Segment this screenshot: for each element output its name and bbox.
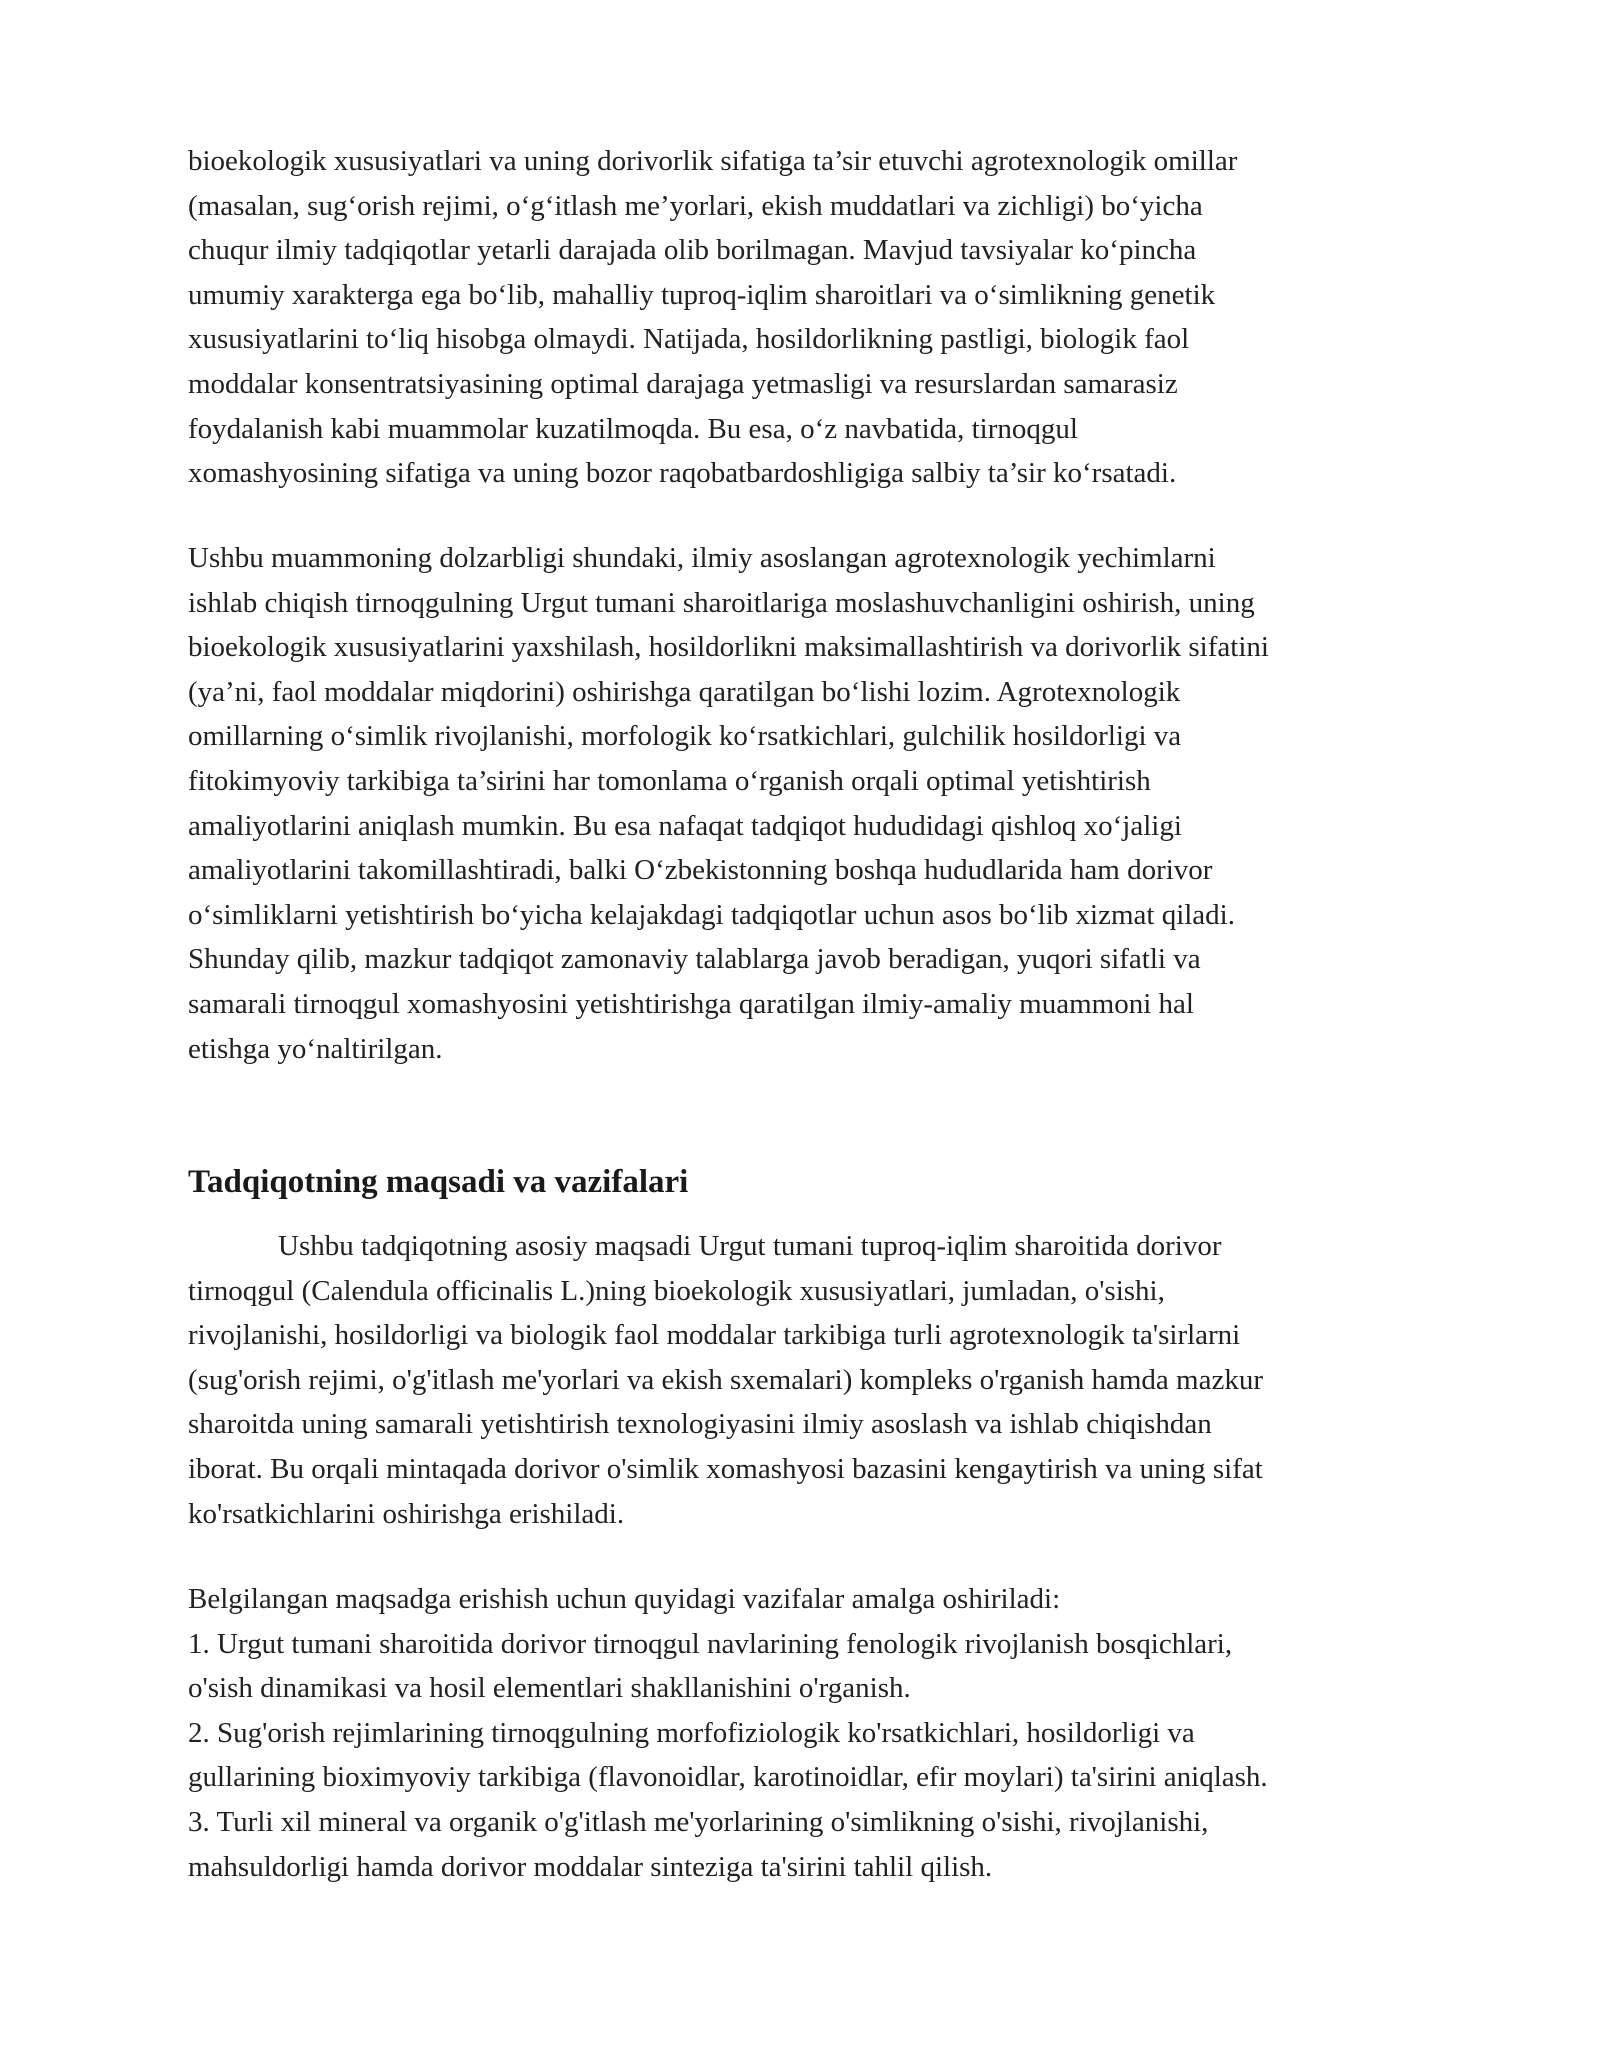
text-line: (sug'orish rejimi, o'g'itlash me'yorlari va ekish sxemalari) kompleks o'rganish hamda mazkur	[188, 1363, 1263, 1396]
paragraph-1	[188, 139, 1438, 496]
text-line: ko'rsatkichlarini oshirishga erishiladi.	[188, 1497, 625, 1530]
text-line: iborat. Bu orqali mintaqada dorivor o'simlik xomashyosi bazasini kengaytirish va uning sifat	[188, 1452, 1263, 1485]
text-line: mahsuldorligi hamda dorivor moddalar sinteziga ta'sirini tahlil qilish.	[188, 1850, 993, 1883]
text-line: gullarining bioximyoviy tarkibiga (flavonoidlar, karotinoidlar, efir moylari) ta'sirini aniqlash.	[188, 1761, 1268, 1794]
paragraph-research-tasks	[188, 1577, 1438, 1889]
text-line: ishlab chiqish tirnoqgulning Urgut tumani sharoitlariga moslashuvchanligini oshirish, uning	[188, 586, 1255, 619]
paragraph-2	[188, 536, 1438, 1071]
text-line: chuqur ilmiy tadqiqotlar yetarli darajada olib borilmagan. Mavjud tavsiyalar ko‘pincha	[188, 234, 1197, 267]
text-line: (ya’ni, faol moddalar miqdorini) oshirishga qaratilgan bo‘lishi lozim. Agrotexnologik	[188, 675, 1181, 708]
text-line: Ushbu tadqiqotning asosiy maqsadi Urgut tumani tuproq-iqlim sharoitida dorivor	[278, 1230, 1222, 1262]
text-line: o‘simliklarni yetishtirish bo‘yicha kelajakdagi tadqiqotlar uchun asos bo‘lib xizmat qiladi.	[188, 898, 1235, 931]
text-line: fitokimyoviy tarkibiga ta’sirini har tomonlama o‘rganish orqali optimal yetishtirish	[188, 764, 1151, 797]
text-line: bioekologik xususiyatlari va uning dorivorlik sifatiga ta’sir etuvchi agrotexnologik omillar	[188, 145, 1238, 177]
text-line: bioekologik xususiyatlarini yaxshilash, hosildorlikni maksimallashtirish va dorivorlik sifatini	[188, 631, 1269, 664]
text-line: omillarning o‘simlik rivojlanishi, morfologik ko‘rsatkichlari, gulchilik hosildorligi va	[188, 720, 1182, 753]
paragraph-4	[188, 1577, 1438, 1889]
text-line: umumiy xarakterga ega bo‘lib, mahalliy tuproq-iqlim sharoitlari va o‘simlikning genetik	[188, 278, 1216, 311]
text-line: amaliyotlarini aniqlash mumkin. Bu esa nafaqat tadqiqot hududidagi qishloq xo‘jaligi	[188, 809, 1182, 842]
section-heading: Tadqiqotning maqsadi va vazifalari	[188, 1164, 689, 1200]
text-line: samarali tirnoqgul xomashyosini yetishtirishga qaratilgan ilmiy-amaliy muammoni hal	[188, 987, 1194, 1020]
text-line: Shunday qilib, mazkur tadqiqot zamonaviy talablarga javob beradigan, yuqori sifatli va	[188, 943, 1201, 976]
text-line: xususiyatlarini to‘liq hisobga olmaydi. Natijada, hosildorlikning pastligi, biologik faol	[188, 323, 1190, 356]
text-line: o'sish dinamikasi va hosil elementlari shakllanishini o'rganish.	[188, 1672, 911, 1705]
text-line: moddalar konsentratsiyasining optimal darajaga yetmasligi va resurslardan samarasiz	[188, 367, 1178, 400]
list-item-3: 3. Turli xil mineral va organik o'g'itlash me'yorlarining o'simlikning o'sishi, rivojlanishi,	[188, 1805, 1209, 1838]
paragraph-problem-description	[188, 139, 1438, 496]
text-line: etishga yo‘naltirilgan.	[188, 1032, 443, 1065]
paragraph-research-goal	[188, 1224, 1438, 1536]
text-line: xomashyosining sifatiga va uning bozor raqobatbardoshligiga salbiy ta’sir ko‘rsatadi.	[188, 457, 1177, 490]
text-line: rivojlanishi, hosildorligi va biologik faol moddalar tarkibiga turli agrotexnologik ta'sirlarni	[188, 1319, 1241, 1352]
text-line: (masalan, sug‘orish rejimi, o‘g‘itlash me’yorlari, ekish muddatlari va zichligi) bo‘yicha	[188, 189, 1203, 222]
paragraph-relevance	[188, 536, 1438, 1071]
paragraph-3	[188, 1224, 1438, 1536]
text-line: foydalanish kabi muammolar kuzatilmoqda. Bu esa, o‘z navbatida, tirnoqgul	[188, 412, 1078, 445]
text-line: sharoitda uning samarali yetishtirish texnologiyasini ilmiy asoslash va ishlab chiqishdan	[188, 1408, 1212, 1441]
text-line: tirnoqgul (Calendula officinalis L.)ning bioekologik xususiyatlari, jumladan, o'sishi,	[188, 1274, 1165, 1307]
list-item-1: 1. Urgut tumani sharoitida dorivor tirnoqgul navlarining fenologik rivojlanish bosqichlari,	[188, 1627, 1233, 1660]
text-line: Belgilangan maqsadga erishish uchun quyidagi vazifalar amalga oshiriladi:	[188, 1583, 1061, 1615]
text-line: Ushbu muammoning dolzarbligi shundaki, ilmiy asoslangan agrotexnologik yechimlarni	[188, 542, 1216, 574]
text-line: amaliyotlarini takomillashtiradi, balki O‘zbekistonning boshqa hududlarida ham dorivor	[188, 854, 1213, 887]
list-item-2: 2. Sug'orish rejimlarining tirnoqgulning morfofiziologik ko'rsatkichlari, hosildorligi va	[188, 1716, 1195, 1749]
